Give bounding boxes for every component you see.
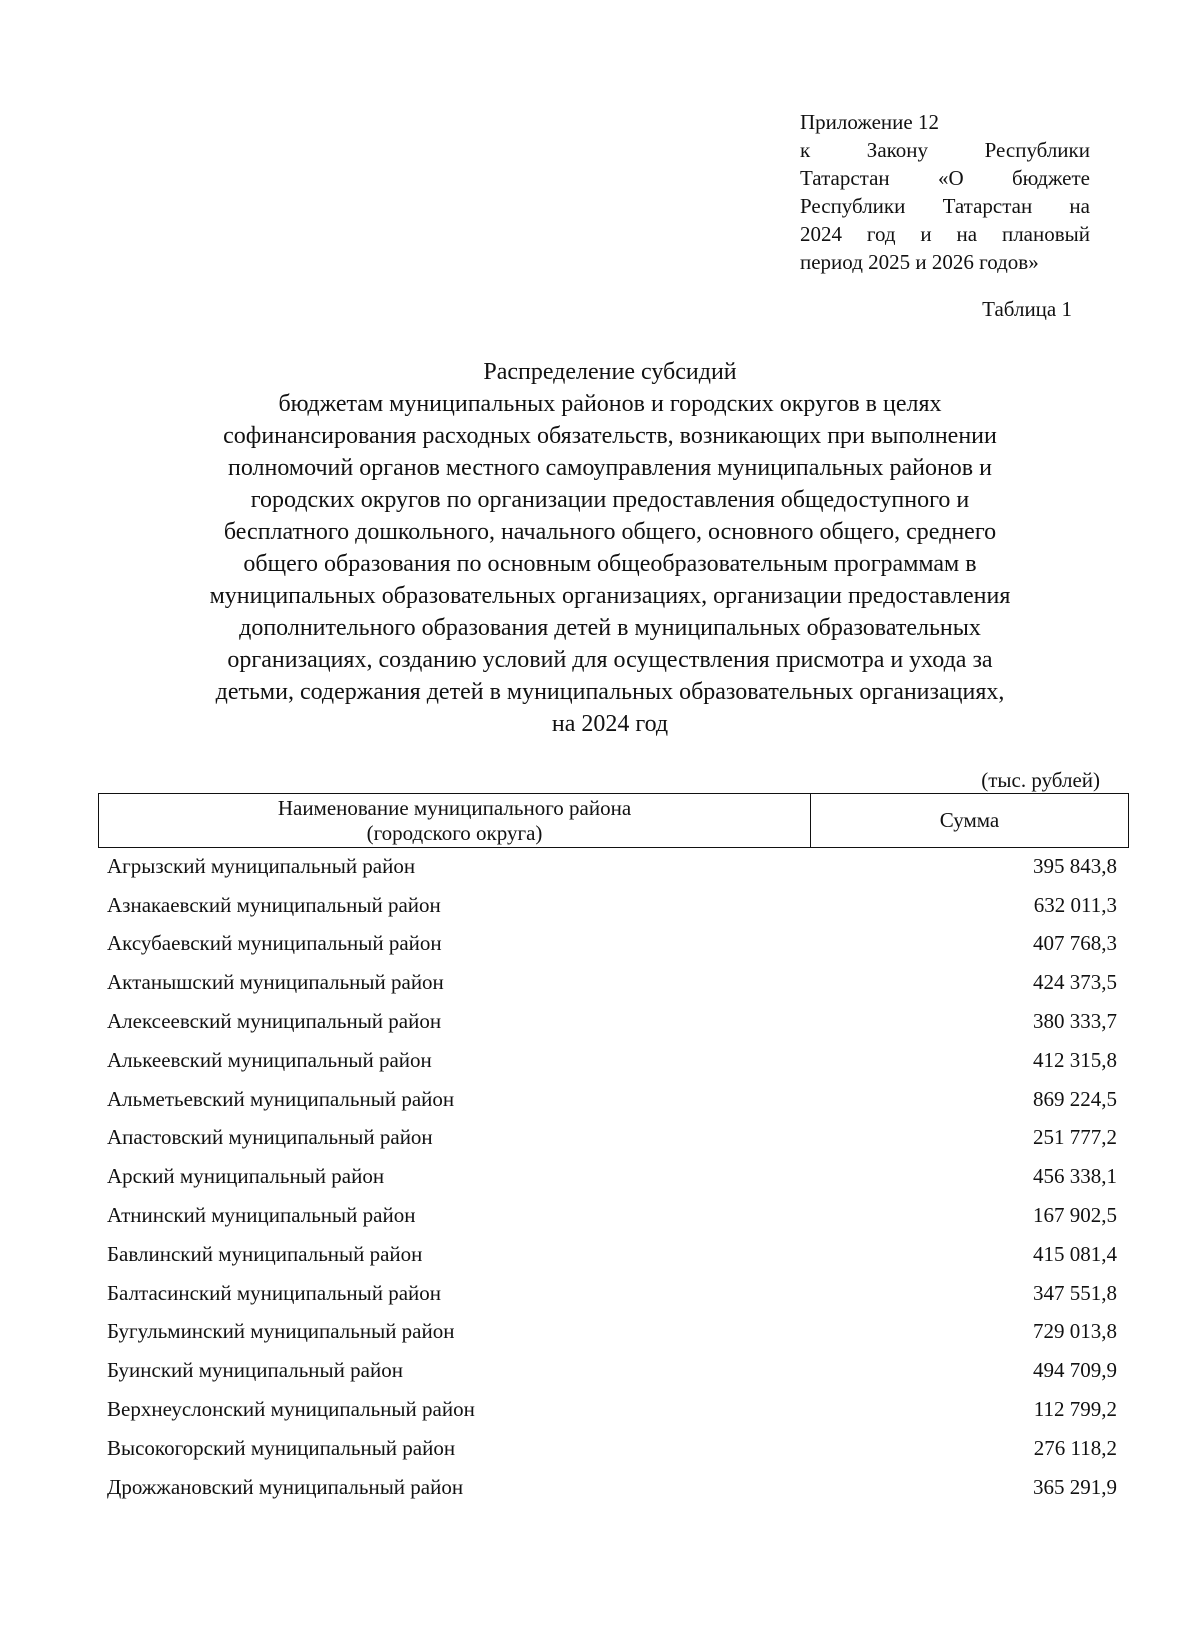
appendix-line: Республики Татарстан на xyxy=(800,194,1090,218)
title-line: Распределение субсидий xyxy=(483,359,737,385)
table-row xyxy=(107,1041,1117,1080)
table-row xyxy=(107,925,1117,964)
title-line: общего образования по основным общеобразовательным программам в xyxy=(243,551,977,577)
district-name: Агрызский муниципальный район xyxy=(107,853,416,878)
district-name: Бавлинский муниципальный район xyxy=(107,1241,423,1266)
table-row xyxy=(107,1080,1117,1119)
district-amount: 415 081,4 xyxy=(1033,1241,1117,1266)
district-name: Аксубаевский муниципальный район xyxy=(107,931,442,956)
table-row xyxy=(107,1196,1117,1235)
appendix-line: Приложение 12 xyxy=(800,110,939,134)
district-name: Альметьевский муниципальный район xyxy=(107,1086,455,1111)
appendix-line: к Закону Республики xyxy=(800,138,1090,162)
units-label: (тыс. рублей) xyxy=(981,768,1100,792)
title-line: бюджетам муниципальных районов и городских округов в целях xyxy=(278,391,942,417)
title-line: муниципальных образовательных организациях, организации предоставления xyxy=(209,583,1011,609)
header-name-column xyxy=(99,794,811,847)
district-amount: 347 551,8 xyxy=(1033,1280,1117,1305)
table-row xyxy=(107,1390,1117,1429)
district-name: Дрожжановский муниципальный район xyxy=(107,1474,464,1499)
district-amount: 456 338,1 xyxy=(1033,1164,1117,1189)
table-row xyxy=(107,1351,1117,1390)
district-name: Алькеевский муниципальный район xyxy=(107,1047,432,1072)
table-row xyxy=(107,963,1117,1002)
appendix-note xyxy=(800,108,1090,276)
table-row xyxy=(107,1313,1117,1352)
district-name: Бугульминский муниципальный район xyxy=(107,1319,455,1344)
header-sum-column: Сумма xyxy=(939,808,1000,832)
district-amount: 380 333,7 xyxy=(1033,1009,1117,1034)
district-name: Апастовский муниципальный район xyxy=(107,1125,433,1150)
table-row xyxy=(107,1235,1117,1274)
district-name: Алексеевский муниципальный район xyxy=(107,1009,442,1034)
district-amount: 276 118,2 xyxy=(1033,1435,1117,1460)
district-name: Актанышский муниципальный район xyxy=(107,970,444,995)
title-line: организациях, созданию условий для осуществления присмотра и ухода за xyxy=(227,647,993,673)
table-row xyxy=(107,1274,1117,1313)
district-name: Высокогорский муниципальный район xyxy=(107,1435,456,1460)
district-name: Буинский муниципальный район xyxy=(107,1358,403,1383)
district-name: Балтасинский муниципальный район xyxy=(107,1280,442,1305)
title-line: городских округов по организации предоставления общедоступного и xyxy=(250,487,970,513)
appendix-line: Татарстан «О бюджете xyxy=(800,166,1090,190)
district-amount: 869 224,5 xyxy=(1033,1086,1117,1111)
title-line: на 2024 год xyxy=(551,711,669,737)
title-line: полномочий органов местного самоуправления муниципальных районов и xyxy=(228,455,992,481)
district-amount: 632 011,3 xyxy=(1033,892,1117,917)
title-line: детьми, содержания детей в муниципальных образовательных организациях, xyxy=(215,679,1005,705)
title-line: софинансирования расходных обязательств, возникающих при выполнении xyxy=(223,423,997,449)
appendix-line: 2024 год и на плановый xyxy=(800,222,1090,246)
header-name-line: (городского округа) xyxy=(366,821,543,845)
district-amount: 167 902,5 xyxy=(1033,1203,1117,1228)
table-number: Таблица 1 xyxy=(982,297,1072,321)
document-title xyxy=(120,356,1100,740)
table-row xyxy=(107,1119,1117,1158)
district-amount: 395 843,8 xyxy=(1033,853,1117,878)
title-line: бесплатного дошкольного, начального общего, основного общего, среднего xyxy=(223,519,997,545)
header-name-line: Наименование муниципального района xyxy=(277,796,632,820)
table-row xyxy=(107,1429,1117,1468)
district-amount: 407 768,3 xyxy=(1033,931,1117,956)
district-amount: 494 709,9 xyxy=(1033,1358,1117,1383)
district-amount: 251 777,2 xyxy=(1033,1125,1117,1150)
table-row xyxy=(107,847,1117,886)
table-row xyxy=(107,1157,1117,1196)
district-name: Арский муниципальный район xyxy=(107,1164,385,1189)
district-amount: 424 373,5 xyxy=(1033,970,1117,995)
district-name: Верхнеуслонский муниципальный район xyxy=(107,1397,475,1422)
title-line: дополнительного образования детей в муниципальных образовательных xyxy=(239,615,981,641)
district-amount: 112 799,2 xyxy=(1033,1397,1117,1422)
table-header xyxy=(98,793,1129,848)
district-amount: 729 013,8 xyxy=(1033,1319,1117,1344)
district-amount: 412 315,8 xyxy=(1033,1047,1117,1072)
district-name: Атнинский муниципальный район xyxy=(107,1203,416,1228)
table-row xyxy=(107,1002,1117,1041)
appendix-line: период 2025 и 2026 годов» xyxy=(800,250,1039,274)
table-row xyxy=(107,886,1117,925)
district-name: Азнакаевский муниципальный район xyxy=(107,892,441,917)
district-amount: 365 291,9 xyxy=(1033,1474,1117,1499)
table-body xyxy=(107,847,1117,1507)
table-row xyxy=(107,1468,1117,1507)
